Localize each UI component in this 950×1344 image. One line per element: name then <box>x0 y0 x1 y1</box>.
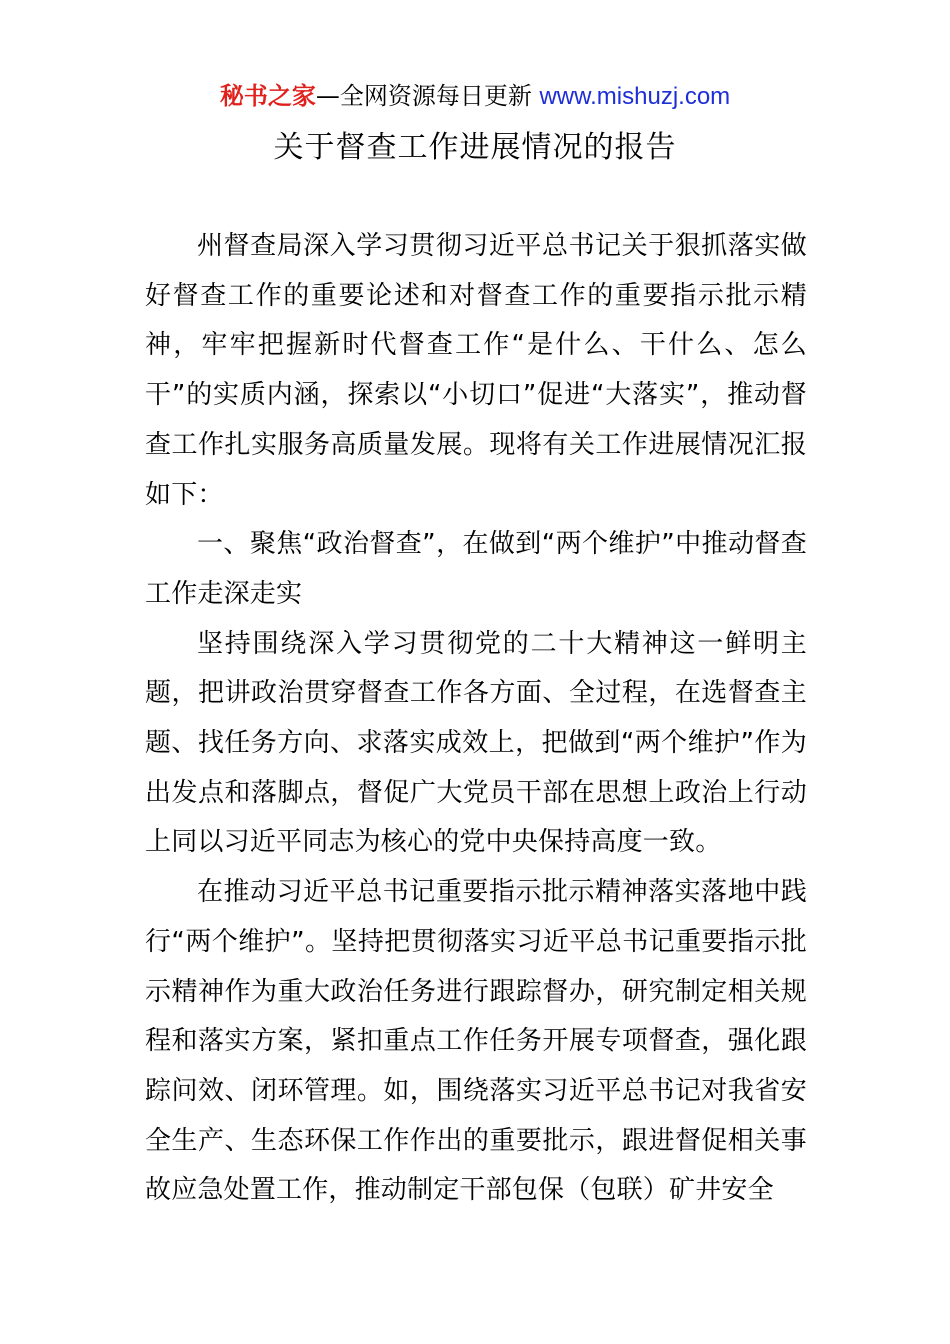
section-heading-1: 一、聚焦“政治督查”，在做到“两个维护”中推动督查工作走深走实 <box>145 529 807 609</box>
paragraph-instructions: 在推动习近平总书记重要指示批示精神落实落地中践行“两个维护”。坚持把贯彻落实习近平总书记重要指示批示精神作为重大政治任务进行跟踪督办，研究制定相关规程和落实方案，紧扣重点工作任务开展专项督查，强化跟踪问效、闭环管理。如，围绕落实习近平总书记对我省安全生产、生态环保工作作出的重要批示，跟进督促相关事故应急处置工作，推动制定干部包保（包联）矿井安全 <box>145 877 807 1206</box>
document-title: 关于督查工作进展情况的报告 <box>273 130 677 165</box>
site-url-link[interactable]: www.mishuzj.com <box>539 83 731 110</box>
paragraph-intro: 州督查局深入学习贯彻习近平总书记关于狠抓落实做好督查工作的重要论述和对督查工作的重要指示批示精神，牢牢把握新时代督查工作“是什么、干什么、怎么干”的实质内涵，探索以“小切口”促进“大落实”，推动督查工作扎实服务高质量发展。现将有关工作进展情况汇报如下： <box>145 231 807 510</box>
site-header <box>0 80 950 113</box>
site-tagline: —全网资源每日更新 <box>315 82 540 110</box>
site-brand: 秘书之家 <box>219 82 316 110</box>
document-body <box>145 222 807 1216</box>
paragraph-section-1: 坚持围绕深入学习贯彻党的二十大精神这一鲜明主题，把讲政治贯穿督查工作各方面、全过程，在选督查主题、找任务方向、求落实成效上，把做到“两个维护”作为出发点和落脚点，督促广大党员干部在思想上政治上行动上同以习近平同志为核心的党中央保持高度一致。 <box>145 628 807 858</box>
